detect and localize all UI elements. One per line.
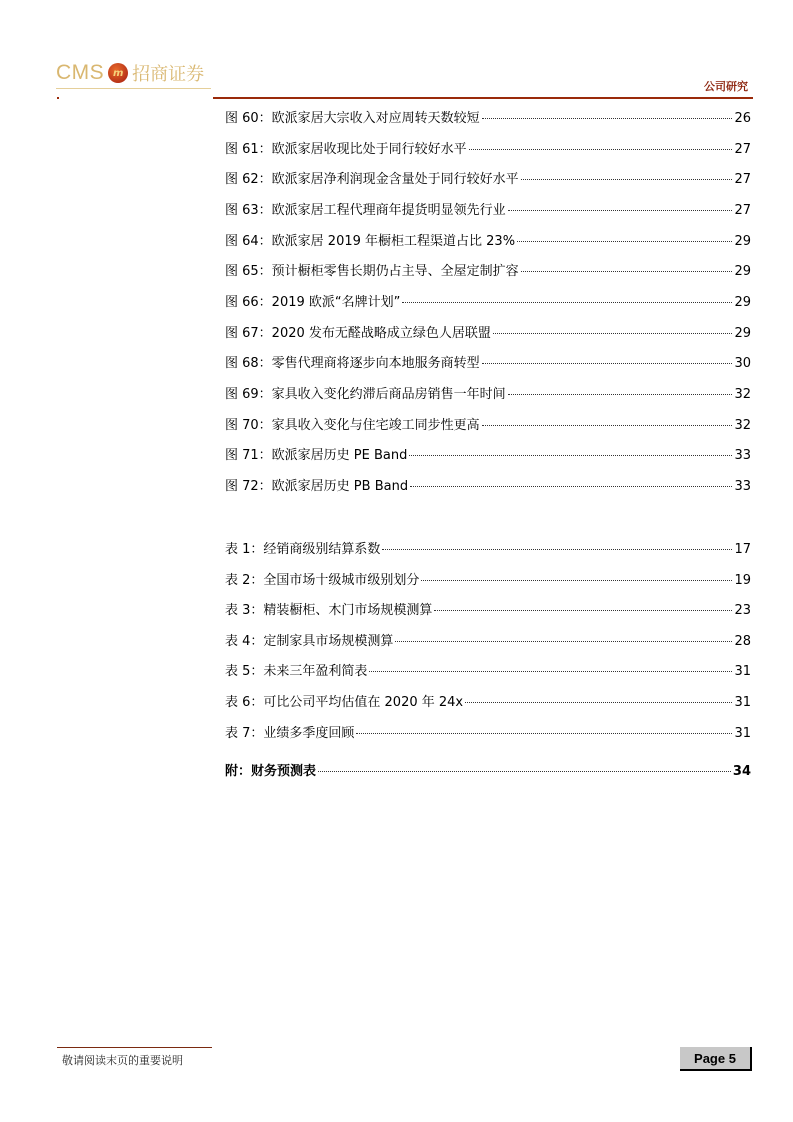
- toc-entry-page: 29: [734, 294, 751, 310]
- toc-entry-page: 31: [734, 695, 751, 710]
- leader-dots: [402, 302, 732, 303]
- toc-table-entry[interactable]: [225, 599, 751, 617]
- toc-entry-label: 图 68：零售代理商将逐步向本地服务商转型: [225, 356, 480, 372]
- leader-dots: [318, 771, 731, 772]
- toc-entry-label: 图 65：预计橱柜零售长期仍占主导、全屋定制扩容: [225, 264, 519, 280]
- toc-table-entry[interactable]: [225, 630, 751, 648]
- toc-entry-label: 图 63：欧派家居工程代理商年提货明显领先行业: [225, 202, 506, 218]
- toc-entry-page: 32: [734, 417, 751, 433]
- leader-dots: [469, 149, 733, 150]
- leader-dots: [382, 549, 732, 550]
- leader-dots: [508, 394, 733, 395]
- section-label: 公司研究: [704, 80, 748, 93]
- leader-dots: [395, 641, 732, 642]
- leader-dots: [369, 671, 732, 672]
- toc-figure-entry[interactable]: [225, 138, 751, 156]
- toc-figure-entry[interactable]: [225, 168, 751, 186]
- toc-figure-entry[interactable]: [225, 475, 751, 493]
- toc-entry-page: 27: [734, 141, 751, 157]
- toc-entry-label: 表 1：经销商级别结算系数: [225, 542, 381, 557]
- toc-entry-page: 30: [734, 356, 751, 372]
- toc-table-entry[interactable]: [225, 660, 751, 678]
- toc-entry-label: 图 71：欧派家居历史 PE Band: [225, 448, 408, 464]
- toc-entry-label: 表 4：定制家具市场规模测算: [225, 633, 394, 649]
- toc-entry-page: 31: [734, 664, 751, 680]
- header-dot: [57, 97, 59, 99]
- toc-figure-entry[interactable]: [225, 414, 751, 432]
- cms-logo: [56, 60, 211, 89]
- leader-dots: [521, 179, 733, 180]
- toc-entry-page: 29: [734, 325, 751, 341]
- toc-entry-label: 表 3：精装橱柜、木门市场规模测算: [225, 603, 433, 619]
- logo-text-en: CMS: [56, 61, 105, 84]
- toc-entry-page: 23: [734, 603, 751, 619]
- toc-entry-label: 附：财务预测表: [225, 764, 317, 779]
- toc-table-entry[interactable]: [225, 691, 751, 709]
- leader-dots: [409, 455, 732, 456]
- leader-dots: [410, 486, 732, 487]
- toc-entry-label: 图 64：欧派家居 2019 年橱柜工程渠道占比 23%: [225, 233, 516, 249]
- leader-dots: [482, 118, 733, 119]
- toc-table-entry[interactable]: [225, 722, 751, 740]
- header-divider: [213, 97, 753, 99]
- leader-dots: [465, 702, 732, 703]
- toc-entry-page: 19: [734, 572, 751, 588]
- logo-text-cn: 招商证券: [132, 64, 205, 85]
- toc-figure-entry[interactable]: [225, 260, 751, 278]
- toc-entry-page: 33: [734, 478, 751, 494]
- toc-entry-page: 31: [734, 725, 751, 741]
- toc-figure-entry[interactable]: [225, 322, 751, 340]
- toc-entry-page: 26: [734, 111, 751, 126]
- toc-figure-entry[interactable]: [225, 199, 751, 217]
- toc-entry-label: 表 2：全国市场十级城市级别划分: [225, 572, 420, 588]
- toc-entry-page: 33: [734, 448, 751, 464]
- toc-figure-entry[interactable]: [225, 352, 751, 370]
- toc-entry-label: 图 60：欧派家居大宗收入对应周转天数较短: [225, 111, 480, 126]
- toc-entry-label: 图 61：欧派家居收现比处于同行较好水平: [225, 141, 467, 157]
- toc-entry-page: 32: [734, 386, 751, 402]
- toc-entry-page: 27: [734, 172, 751, 188]
- toc-figure-entry[interactable]: [225, 107, 751, 125]
- toc-entry-label: 表 5：未来三年盈利简表: [225, 664, 368, 680]
- logo-badge-icon: m: [108, 63, 128, 83]
- toc-figure-entry[interactable]: [225, 230, 751, 248]
- leader-dots: [521, 271, 733, 272]
- toc-entry-page: 28: [734, 633, 751, 649]
- toc-figure-entry[interactable]: [225, 444, 751, 462]
- toc-entry-label: 图 72：欧派家居历史 PB Band: [225, 478, 409, 494]
- leader-dots: [434, 610, 732, 611]
- footer-notice: 敬请阅读末页的重要说明: [62, 1054, 183, 1067]
- toc-entry-page: 17: [734, 542, 751, 557]
- leader-dots: [517, 241, 732, 242]
- toc-appendix-entry[interactable]: [225, 760, 751, 778]
- toc-entry-label: 图 66：2019 欧派“名牌计划”: [225, 294, 401, 310]
- toc-entry-page: 34: [732, 764, 751, 779]
- toc-figure-entry[interactable]: [225, 383, 751, 401]
- toc-entry-label: 表 6：可比公司平均估值在 2020 年 24x: [225, 695, 464, 710]
- toc-entry-label: 图 62：欧派家居净利润现金含量处于同行较好水平: [225, 172, 519, 188]
- leader-dots: [482, 425, 733, 426]
- toc-entry-page: 29: [734, 233, 751, 249]
- toc-table-entry[interactable]: [225, 569, 751, 587]
- toc-entry-page: 27: [734, 202, 751, 218]
- toc-entry-label: 图 67：2020 发布无醛战略成立绿色人居联盟: [225, 325, 491, 341]
- leader-dots: [482, 363, 733, 364]
- toc-entry-label: 表 7：业绩多季度回顾: [225, 725, 355, 741]
- leader-dots: [421, 580, 732, 581]
- toc-entry-page: 29: [734, 264, 751, 280]
- toc-entry-label: 图 69：家具收入变化约滞后商品房销售一年时间: [225, 386, 506, 402]
- leader-dots: [493, 333, 733, 334]
- page-number: Page 5: [680, 1047, 752, 1071]
- leader-dots: [508, 210, 733, 211]
- toc-entry-label: 图 70：家具收入变化与住宅竣工同步性更高: [225, 417, 480, 433]
- footer-divider: [57, 1047, 212, 1048]
- leader-dots: [356, 733, 732, 734]
- toc-table-entry[interactable]: [225, 538, 751, 556]
- toc-figure-entry[interactable]: [225, 291, 751, 309]
